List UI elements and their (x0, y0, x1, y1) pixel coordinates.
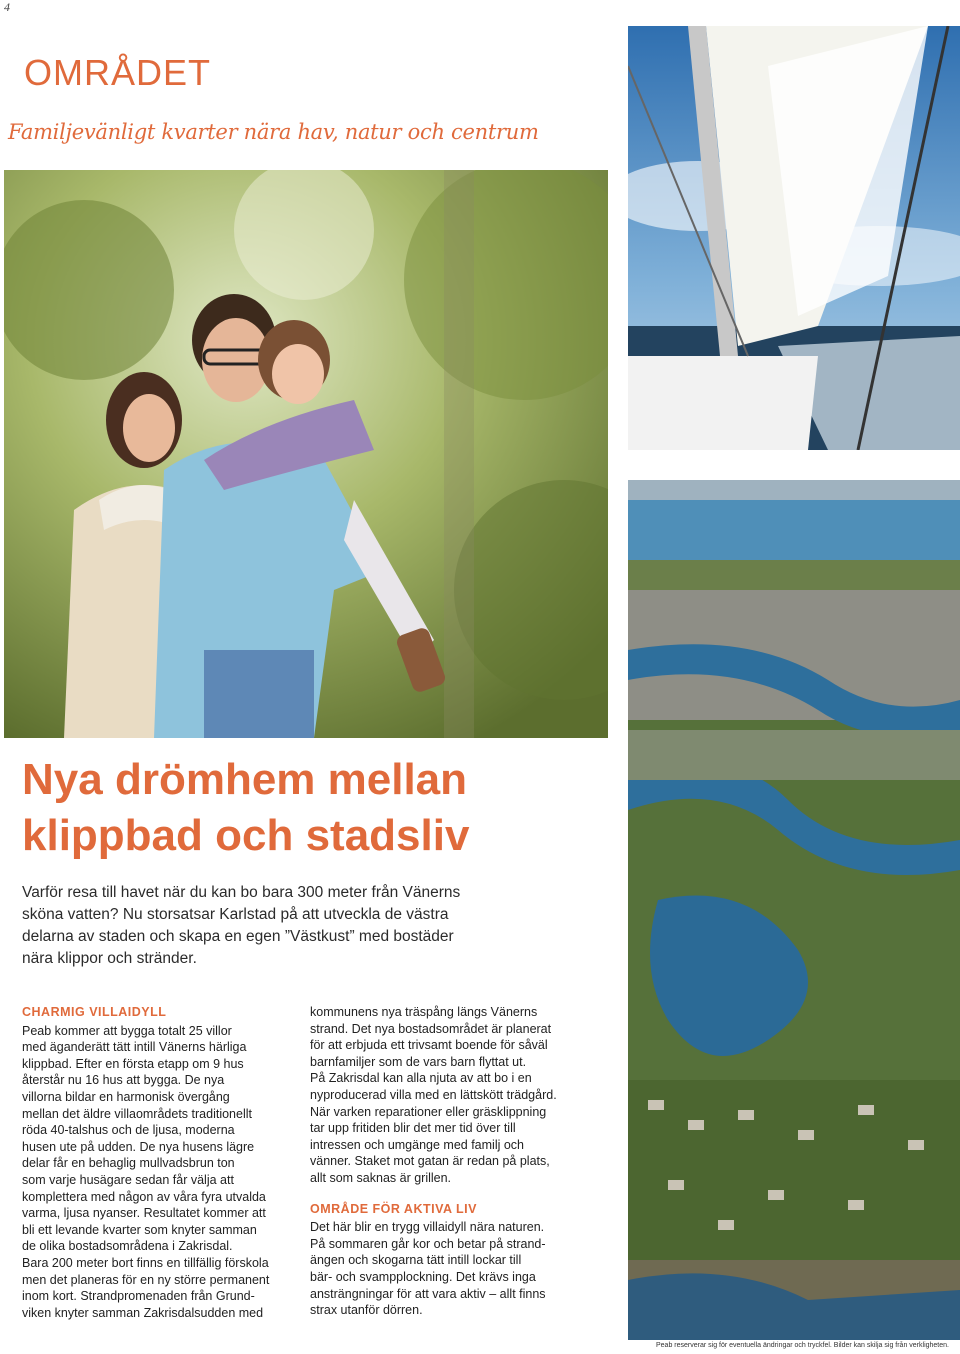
aerial-city-photo (628, 480, 960, 1340)
family-photo (4, 170, 608, 738)
body-line: för att erbjuda ett trivsamt boende för såväl (310, 1038, 548, 1053)
headline-line-1: Nya drömhem mellan (22, 755, 468, 804)
body-line: ansträngningar för att vara aktiv – allt finns (310, 1286, 546, 1301)
body-line: bär- och svampplockning. Det krävs inga (310, 1269, 536, 1284)
sailing-photo (628, 26, 960, 450)
body-line: röda 40-talshus och de ljusa, moderna (22, 1123, 235, 1138)
body-line: ängen och skogarna tätt intill lockar till (310, 1253, 522, 1268)
body-line: klippbad. Efter en första etapp om 9 hus (22, 1056, 244, 1071)
body-line: som varje husägare sedan får välja att (22, 1172, 234, 1187)
section-title: OMRÅDET (24, 52, 211, 93)
body-line: tar upp fritiden blir det mer tid över till (310, 1121, 516, 1136)
body-line: Bara 200 meter bort finns en tillfällig förskola (22, 1255, 269, 1270)
body-line: men det planeras för en ny större permanent (22, 1272, 270, 1287)
body-line: Peab kommer att bygga totalt 25 villor (22, 1023, 232, 1038)
body-line: viken knyter samman Zakrisdalsudden med (22, 1305, 264, 1320)
body-line: delar får en behaglig mullvadsbrun ton (22, 1156, 235, 1171)
lead-line: Varför resa till havet när du kan bo bara 300 meter från Vänerns (22, 884, 461, 901)
tagline: Familjevänligt kvarter nära hav, natur och centrum (8, 120, 539, 144)
headline (22, 752, 622, 864)
body-line: de olika bostadsområdena i Zakrisdal. (22, 1239, 233, 1254)
body-line: På sommaren går kor och betar på strand- (310, 1236, 546, 1251)
body-column-left (22, 1004, 294, 1321)
body-line: varma, ljusa nyanser. Resultatet kommer att (22, 1206, 266, 1221)
body-line: barnfamiljer som de vars barn flyttat ut. (310, 1054, 527, 1069)
body-line: kommunens nya träspång längs Vänerns (310, 1005, 538, 1019)
body-line: På Zakrisdal kan alla njuta av att bo i en (310, 1071, 532, 1086)
body-line: vänner. Staket mot gatan är redan på plats, (310, 1154, 550, 1169)
body-line: mellan det äldre villaområdets traditionellt (22, 1106, 252, 1121)
lead-line: delarna av staden och skapa en egen ”Västkust” med bostäder (22, 928, 454, 945)
body-line: Det här blir en trygg villaidyll nära naturen. (310, 1220, 545, 1235)
body-line: allt som saknas är grillen. (310, 1170, 452, 1185)
body-line: strand. Det nya bostadsområdet är planerat (310, 1021, 552, 1036)
body-line: nyproducerad villa med en lättskött trädgård. (310, 1087, 557, 1102)
headline-line-2: klippbad och stadsliv (22, 811, 470, 860)
page-number: 4 (4, 0, 10, 14)
body-line: strax utanför dörren. (310, 1303, 423, 1318)
disclaimer-footnote: Peab reserverar sig för eventuella ändringar och tryckfel. Bilder kan skilja sig från verkligheten. (656, 1342, 949, 1349)
lead-paragraph (22, 882, 522, 970)
subheading-charmig-villaidyll: CHARMIG VILLAIDYLL (22, 1005, 167, 1019)
body-line: komplettera med någon av våra fyra utvalda (22, 1189, 266, 1204)
body-line: husen ute på udden. De nya husens lägre (22, 1139, 255, 1154)
body-column-right (310, 1004, 582, 1319)
lead-line: nära klippor och stränder. (22, 950, 197, 967)
body-line: intressen och umgänge med familj och (310, 1137, 525, 1152)
body-line: villorna bildar en harmonisk övergång (22, 1089, 230, 1104)
subheading-omrade-for-aktiva-liv: OMRÅDE FÖR AKTIVA LIV (310, 1201, 477, 1216)
lead-line: sköna vatten? Nu storsatsar Karlstad på att utveckla de västra (22, 906, 449, 923)
body-line: bli ett levande kvarter som knyter samman (22, 1222, 257, 1237)
body-line: återstår nu 16 hus att bygga. De nya (22, 1073, 225, 1088)
body-line: inom kort. Strandpromenaden från Grund- (22, 1289, 255, 1304)
body-line: När varken reparationer eller gräsklippning (310, 1104, 547, 1119)
body-line: med äganderätt tätt intill Vänerns härliga (22, 1040, 247, 1055)
